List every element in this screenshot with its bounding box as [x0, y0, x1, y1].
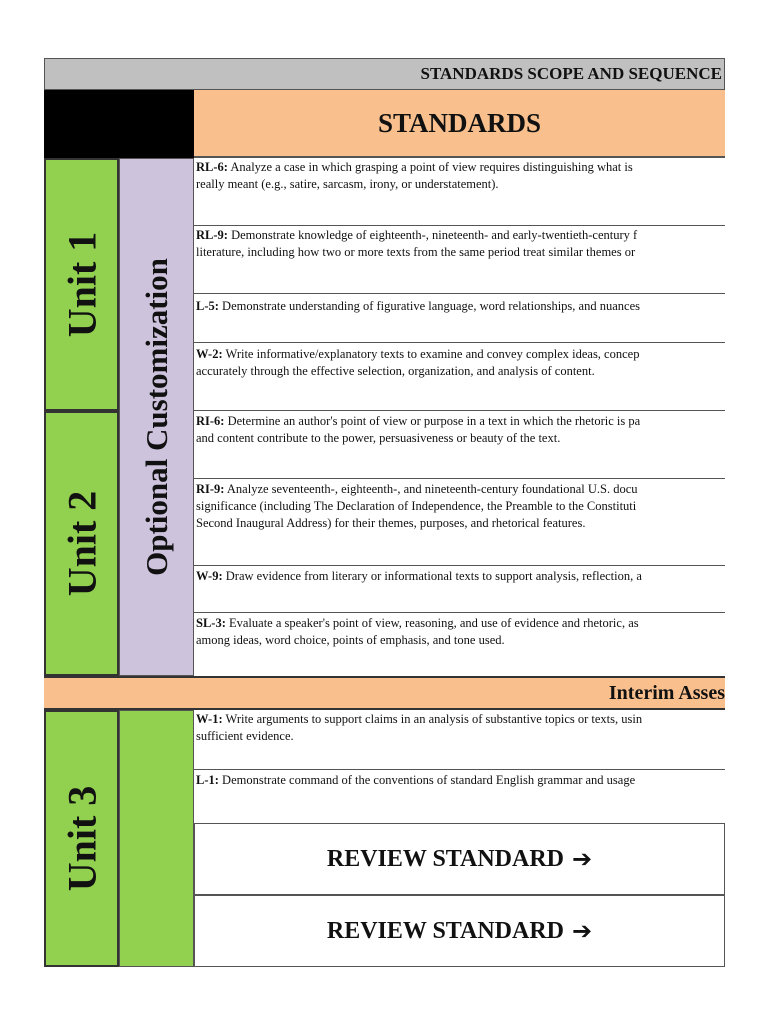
standard-text-cont: Second Inaugural Address) for their themes, purposes, and rhetorical features.: [196, 516, 586, 530]
standard-row: [194, 343, 725, 411]
standard-code: RL-6:: [196, 160, 228, 174]
optional-customization-label: Optional Customization: [138, 258, 174, 576]
unit-3-cell: [44, 710, 119, 967]
standard-code: W-1:: [196, 712, 223, 726]
standard-row: [194, 294, 725, 343]
standard-text: Draw evidence from literary or informational texts to support analysis, reflection, a: [222, 569, 642, 583]
standard-text: Demonstrate knowledge of eighteenth-, nineteenth- and early-twentieth-century f: [227, 228, 638, 242]
unit-1-cell: [44, 158, 119, 411]
standard-text-cont: significance (including The Declaration of Independence, the Preamble to the Constituti: [196, 499, 637, 513]
unit-3-customization-cell: [119, 710, 194, 967]
standard-text-cont: literature, including how two or more texts from the same period treat similar themes or: [196, 245, 636, 259]
standard-text: Determine an author's point of view or purpose in a text in which the rhetoric is pa: [224, 414, 641, 428]
standard-text-cont: among ideas, word choice, points of emphasis, and tone used.: [196, 633, 505, 647]
standard-text: Write arguments to support claims in an analysis of substantive topics or texts, usin: [222, 712, 643, 726]
standards-header: [194, 90, 725, 158]
standard-row: [194, 479, 725, 566]
standard-row: [194, 411, 725, 479]
review-standard-label: REVIEW STANDARD: [326, 917, 565, 944]
unit-1-label: Unit 1: [59, 231, 105, 338]
unit-3-label: Unit 3: [59, 785, 105, 892]
standard-text: Analyze a case in which grasping a point of view requires distinguishing what is: [227, 160, 633, 174]
right-arrow-icon: ➔: [572, 917, 593, 945]
document-title: STANDARDS SCOPE AND SEQUENCE: [420, 64, 722, 83]
interim-assessment-label: Interim Asses: [608, 681, 725, 704]
standards-header-label: STANDARDS: [377, 107, 542, 138]
standard-text: Evaluate a speaker's point of view, reasoning, and use of evidence and rhetoric, as: [225, 616, 639, 630]
standard-row: [194, 770, 725, 824]
standard-text: Demonstrate understanding of figurative language, word relationships, and nuances: [218, 299, 640, 313]
standard-row: [194, 566, 725, 613]
review-standard-row: [194, 895, 725, 967]
standard-text-cont: sufficient evidence.: [196, 729, 294, 743]
document-title-bar: [44, 58, 725, 90]
standard-code: RI-9:: [196, 482, 225, 496]
right-arrow-icon: ➔: [572, 845, 593, 873]
standard-code: W-9:: [196, 569, 223, 583]
standard-text-cont: really meant (e.g., satire, sarcasm, irony, or understatement).: [196, 177, 499, 191]
standard-code: L-5:: [196, 299, 219, 313]
standard-text-cont: accurately through the effective selection, organization, and analysis of content.: [196, 364, 595, 378]
standard-text: Demonstrate command of the conventions of standard English grammar and usage: [218, 773, 636, 787]
standard-text: Analyze seventeenth-, eighteenth-, and nineteenth-century foundational U.S. docu: [224, 482, 638, 496]
standard-text: Write informative/explanatory texts to examine and convey complex ideas, concep: [222, 347, 640, 361]
standard-code: W-2:: [196, 347, 223, 361]
standard-row: [194, 613, 725, 676]
header-corner-cell: [44, 90, 194, 158]
review-standard-label: REVIEW STANDARD: [326, 845, 565, 872]
interim-assessment-bar: [44, 676, 725, 710]
standard-code: SL-3:: [196, 616, 226, 630]
standard-text-cont: and content contribute to the power, persuasiveness or beauty of the text.: [196, 431, 561, 445]
unit-2-cell: [44, 411, 119, 676]
unit-2-label: Unit 2: [59, 490, 105, 597]
optional-customization-cell: [119, 158, 194, 676]
standard-code: L-1:: [196, 773, 219, 787]
standard-row: [194, 710, 725, 770]
review-standard-row: [194, 823, 725, 895]
standard-row: [194, 226, 725, 294]
standard-row: [194, 158, 725, 226]
standard-code: RL-9:: [196, 228, 228, 242]
standard-code: RI-6:: [196, 414, 225, 428]
